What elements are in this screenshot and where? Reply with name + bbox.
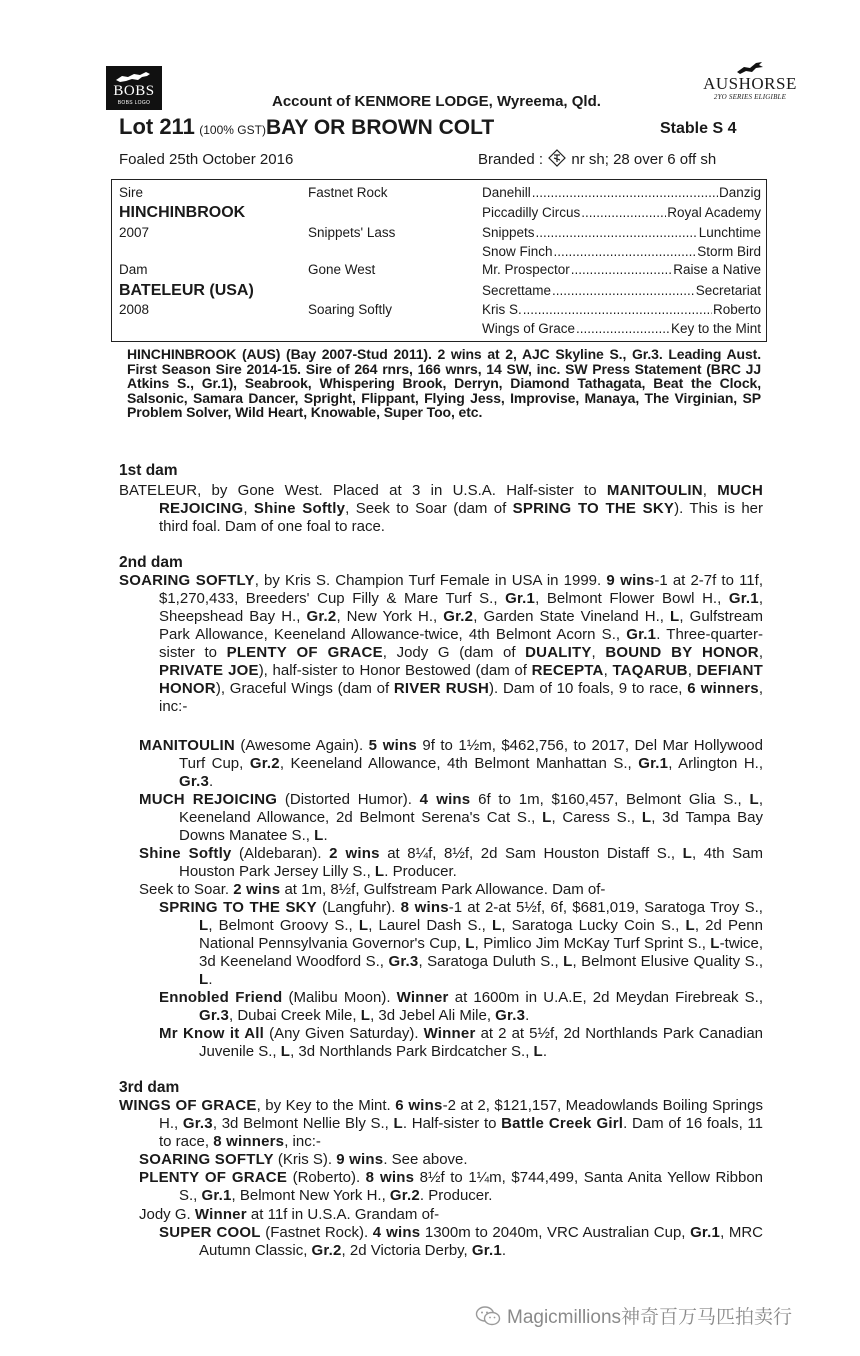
pedigree-gen3-horse: Kris S. <box>482 302 522 317</box>
progeny-entry-manitoulin: MANITOULIN (Awesome Again). 5 wins 9f to 1½m, $462,756, to 2017, Del Mar Hollywood Turf Cup, Gr.2, Keeneland Allowance, 4th Belmont Manhattan S., Gr.1, Arlington H., Gr.3. <box>139 737 763 790</box>
pedigree-table <box>111 179 767 342</box>
pedigree-gen3-sire: Roberto <box>712 302 761 317</box>
progeny-entry-super-cool: SUPER COOL (Fastnet Rock). 4 wins 1300m to 2040m, VRC Australian Cup, Gr.1, MRC Autumn Classic, Gr.2, 2d Victoria Derby, Gr.1. <box>159 1224 763 1259</box>
first-dam-paragraph: BATELEUR, by Gone West. Placed at 3 in U.S.A. Half-sister to MANITOULIN, MUCH REJOICING, Shine Softly, Seek to Soar (dam of SPRING TO THE SKY). This is her third foal. Dam of one foal to race. <box>119 482 763 535</box>
gst-note: (100% GST) <box>199 123 266 137</box>
branded-label: Branded : <box>478 151 544 168</box>
progeny-entry-much-rejoicing: MUCH REJOICING (Distorted Humor). 4 wins 6f to 1m, $160,457, Belmont Glia S., L, Keeneland Allowance, 2d Belmont Serena's Cat S., L, Caress S., L, 3d Tampa Bay Downs Manatee S., L. <box>139 791 763 844</box>
branded-info <box>478 149 716 168</box>
pedigree-gen3-row <box>482 262 761 277</box>
pedigree-gen3-sire: Storm Bird <box>697 244 761 259</box>
lot-description: BAY OR BROWN COLT <box>265 116 495 139</box>
pedigree-gen3-row <box>482 283 761 298</box>
foaled-date: Foaled 25th October 2016 <box>119 151 294 168</box>
sire-label: Sire <box>119 185 144 200</box>
dam-label: Dam <box>119 262 148 277</box>
pedigree-gen3-row <box>482 244 761 259</box>
pedigree-gen3-sire: Raise a Native <box>673 262 761 277</box>
section-heading-third-dam: 3rd dam <box>119 1079 180 1096</box>
progeny-entry-mr-know-it-all: Mr Know it All (Any Given Saturday). Winner at 2 at 5½f, 2d Northlands Park Canadian Juvenile S., L, 3d Northlands Park Birdcatcher S., L. <box>159 1025 763 1060</box>
pedigree-gen3-horse: Secrettame <box>482 283 552 298</box>
sire-year: 2007 <box>119 225 150 240</box>
aushorse-logo <box>700 60 800 105</box>
third-dam-paragraph: WINGS OF GRACE, by Key to the Mint. 6 wins-2 at 2, $121,157, Meadowlands Boiling Springs H., Gr.3, 3d Belmont Nellie Bly S., L. Half-sister to Battle Creek Girl. Dam of 16 foals, 11 to race, 8 winners, inc:- <box>119 1097 763 1150</box>
pedigree-gen3-row <box>482 321 761 336</box>
section-heading-first-dam: 1st dam <box>119 462 178 479</box>
dam-name: BATELEUR (USA) <box>119 282 254 299</box>
dam-year: 2008 <box>119 302 150 317</box>
progeny-entry-spring-to-the-sky: SPRING TO THE SKY (Langfuhr). 8 wins-1 at 2-at 5½f, 6f, $681,019, Saratoga Troy S., L, Belmont Groovy S., L, Laurel Dash S., L, Saratoga Lucky Coin S., L, 2d Penn National Pennsylvania Governor's Cup, L, Pimlico Jim McKay Turf Sprint S., L-twice, 3d Keeneland Woodford S., Gr.3, Saratoga Duluth S., L, Belmont Elusive Quality S., L. <box>159 899 763 988</box>
brand-mark-icon <box>547 149 567 167</box>
sire-name: HINCHINBROOK <box>119 204 246 221</box>
aushorse-logo-subtext: 2YO SERIES ELIGIBLE <box>713 93 787 101</box>
progeny-entry-seek-to-soar: Seek to Soar. 2 wins at 1m, 8½f, Gulfstream Park Allowance. Dam of- <box>139 881 606 898</box>
vendor-account: Account of KENMORE LODGE, Wyreema, Qld. <box>272 93 601 110</box>
sire-summary: HINCHINBROOK (AUS) (Bay 2007-Stud 2011). 2 wins at 2, AJC Skyline S., Gr.3. Leading Aust. First Season Sire 2014-15. Sire of 264 rnrs, 166 wnrs, 14 SW, inc. SW Press Statement (BRC JJ Atkins S., Gr.1), Seabrook, Whispering Brook, Derryn, Diamond Tathagata, Beat the Clock, Salsonic, Samara Dancer, Spright, Flippant, Flying Jess, Improvise, Manaya, The Virginian, SP Problem Solver, Wild Heart, Knowable, Super Too, etc. <box>127 346 761 421</box>
horse-icon <box>114 70 154 84</box>
second-dam-paragraph: SOARING SOFTLY, by Kris S. Champion Turf Female in USA in 1999. 9 wins-1 at 2-7f to 11f, $1,270,433, Breeders' Cup Filly & Mare Turf S., Gr.1, Belmont Flower Bowl H., Gr.1, Sheepshead Bay H., Gr.2, New York H., Gr.2, Garden State Vineland H., L, Gulfstream Park Allowance, Keeneland Allowance-twice, 4th Belmont Acorn S., Gr.1. Three-quarter-sister to PLENTY OF GRACE, Jody G (dam of DUALITY, BOUND BY HONOR, PRIVATE JOE), half-sister to Honor Bestowed (dam of RECEPTA, TAQARUB, DEFIANT HONOR), Graceful Wings (dam of RIVER RUSH). Dam of 10 foals, 9 to race, 6 winners, inc:- <box>119 572 764 715</box>
lot-heading <box>119 114 494 140</box>
watermark <box>475 1302 792 1329</box>
lot-number: Lot 211 <box>119 114 195 139</box>
pedigree-gen3-row <box>482 225 761 240</box>
progeny-entry-shine-softly: Shine Softly (Aldebaran). 2 wins at 8¼f, 8½f, 2d Sam Houston Distaff S., L, 4th Sam Houston Park Jersey Lilly S., L. Producer. <box>139 845 763 880</box>
pedigree-gen3-horse: Piccadilly Circus <box>482 205 581 220</box>
pedigree-gen3-horse: Snow Finch <box>482 244 553 259</box>
bobs-logo-subtext: BOBS LOGO <box>117 100 151 106</box>
pedigree-gen3-row <box>482 205 761 220</box>
bobs-logo <box>106 66 162 110</box>
pedigree-gen3-horse: Snippets <box>482 225 535 240</box>
pedigree-gen3-row <box>482 302 761 317</box>
progeny-entry-plenty-of-grace: PLENTY OF GRACE (Roberto). 8 wins 8½f to 1¼m, $744,499, Santa Anita Yellow Ribbon S., Gr.1, Belmont New York H., Gr.2. Producer. <box>139 1169 763 1204</box>
stable-number: Stable S 4 <box>660 120 737 137</box>
bobs-logo-text: BOBS <box>113 83 155 99</box>
pedigree-gen3-horse: Danehill <box>482 185 531 200</box>
progeny-entry-soaring-softly: SOARING SOFTLY (Kris S). 9 wins. See above. <box>139 1151 468 1168</box>
pedigree-gen3-sire: Key to the Mint <box>670 321 761 336</box>
pedigree-gen2-0: Fastnet Rock <box>308 185 388 200</box>
pedigree-gen2-2: Gone West <box>308 262 376 277</box>
branded-value: nr sh; 28 over 6 off sh <box>571 151 717 168</box>
watermark-text: Magicmillions神奇百万马匹拍卖行 <box>507 1307 793 1328</box>
pedigree-gen3-horse: Mr. Prospector <box>482 262 570 277</box>
pedigree-gen3-horse: Wings of Grace <box>482 321 576 336</box>
pedigree-gen2-1: Snippets' Lass <box>308 225 396 240</box>
wechat-icon <box>475 1305 501 1327</box>
aushorse-logo-text: AUSHORSE <box>703 74 797 93</box>
progeny-entry-jody-g: Jody G. Winner at 11f in U.S.A. Grandam of- <box>139 1206 440 1223</box>
pedigree-gen3-sire: Royal Academy <box>667 205 761 220</box>
pedigree-gen3-row <box>482 185 761 200</box>
pedigree-gen3-sire: Danzig <box>718 185 761 200</box>
pedigree-gen3-sire: Secretariat <box>695 283 761 298</box>
section-heading-second-dam: 2nd dam <box>119 554 183 571</box>
progeny-entry-ennobled-friend: Ennobled Friend (Malibu Moon). Winner at 1600m in U.A.E, 2d Meydan Firebreak S., Gr.3, Dubai Creek Mile, L, 3d Jebel Ali Mile, Gr.3. <box>159 989 763 1024</box>
pedigree-gen2-3: Soaring Softly <box>308 302 393 317</box>
pedigree-gen3-sire: Lunchtime <box>698 225 761 240</box>
